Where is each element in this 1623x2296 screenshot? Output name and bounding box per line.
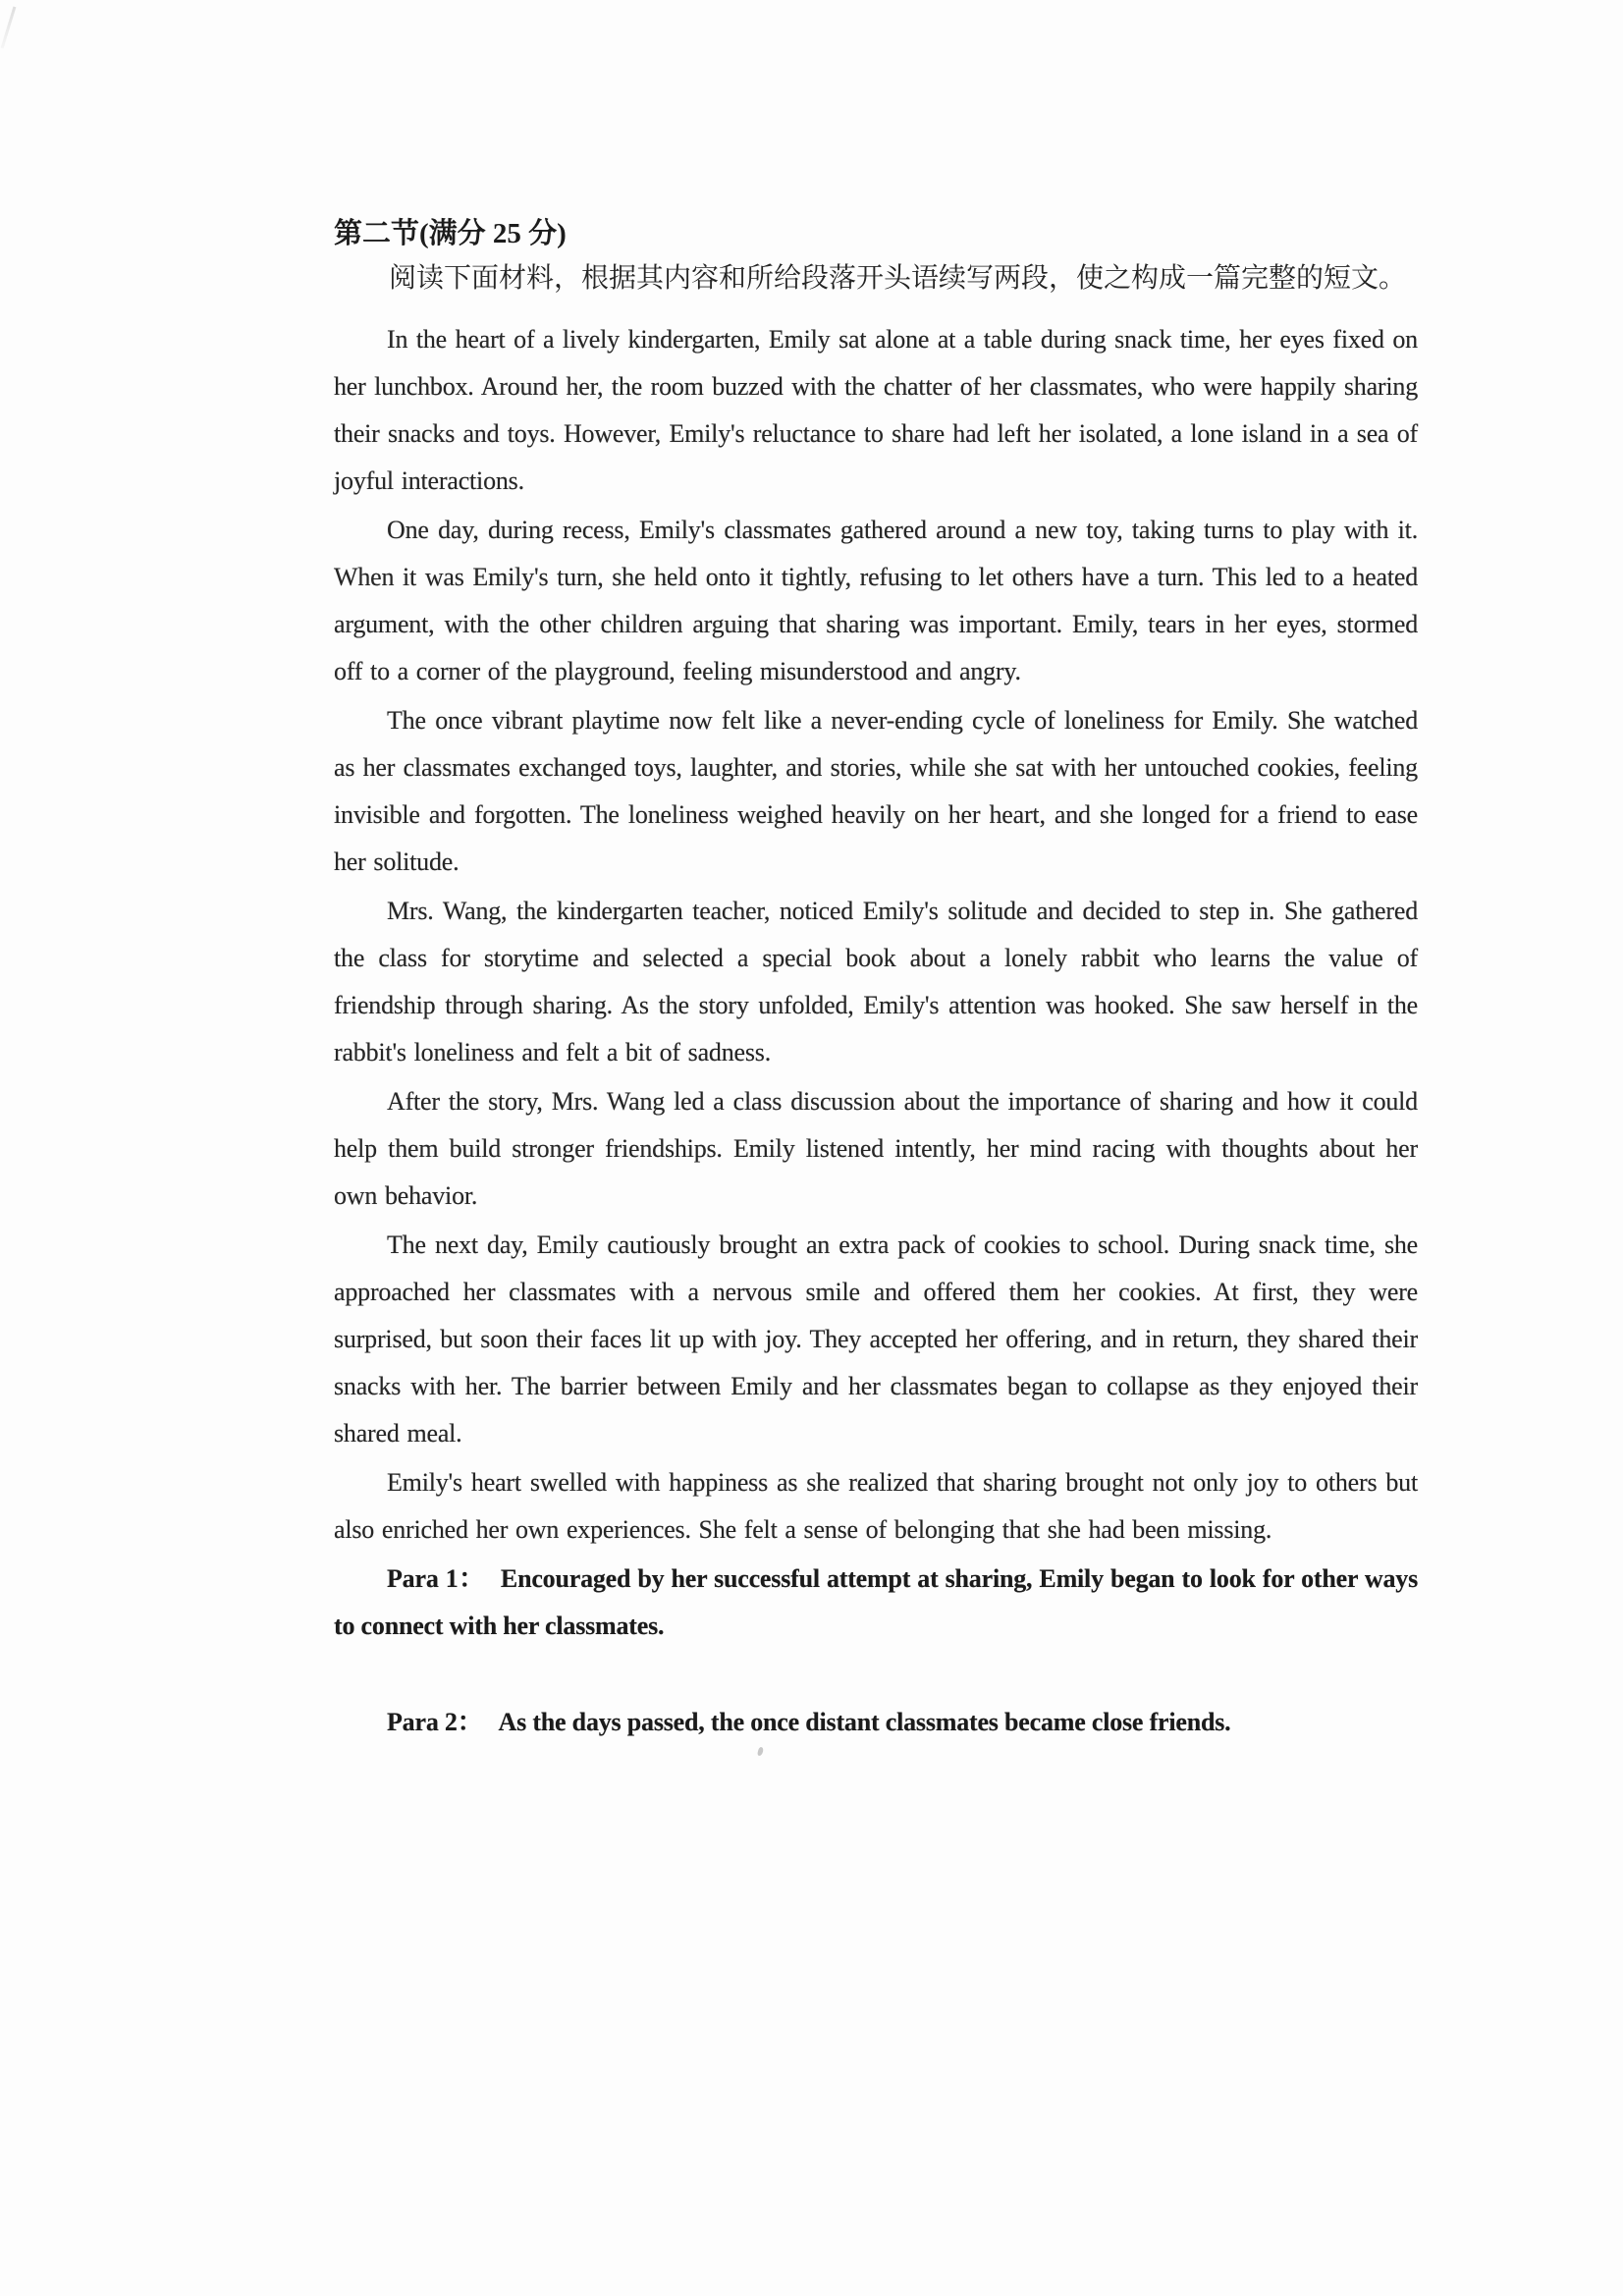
story-paragraph: After the story, Mrs. Wang led a class discussion about the importance of sharing and how it could help them build stronger friendships. Emily listened intently, her mind racing with thoughts about her own behavior. <box>334 1087 1418 1210</box>
para-1-label: Para 1： <box>387 1564 485 1593</box>
page-content <box>334 214 1418 1746</box>
task-instruction: 阅读下面材料，根据其内容和所给段落开头语续写两段，使之构成一篇完整的短文。 <box>389 263 1407 294</box>
story-paragraph: The next day, Emily cautiously brought an extra pack of cookies to school. During snack time, she approached her classmates with a nervous smile and offered them her cookies. At first, they were surprised, but soon their faces lit up with joy. They accepted her offering, and in return, they shared their snacks with her. The barrier between Emily and her classmates began to collapse as they enjoyed their shared meal. <box>334 1230 1418 1448</box>
para-1-opening-sentence: Encouraged by her successful attempt at sharing, Emily began to look for other ways to connect with her classmates. <box>334 1564 1418 1640</box>
para-2-opening-sentence: As the days passed, the once distant classmates became close friends. <box>498 1708 1231 1736</box>
scan-artifact-corner <box>1 7 17 49</box>
continuation-prompt-2 <box>334 1699 1418 1746</box>
story-body <box>334 316 1418 1554</box>
para-2-label: Para 2： <box>387 1708 483 1736</box>
story-paragraph: One day, during recess, Emily's classmates gathered around a new toy, taking turns to play with it. When it was Emily's turn, she held onto it tightly, refusing to let others have a turn. This led to a heated argument, with the other children arguing that sharing was important. Emily, tears in her eyes, stormed off to a corner of the playground, feeling misunderstood and angry. <box>334 516 1418 685</box>
story-paragraph: Mrs. Wang, the kindergarten teacher, noticed Emily's solitude and decided to step in. She gathered the class for storytime and selected a special book about a lonely rabbit who learns the value of friendship through sharing. As the story unfolded, Emily's attention was hooked. She saw herself in the rabbit's loneliness and felt a bit of sadness. <box>334 897 1418 1066</box>
story-paragraph: The once vibrant playtime now felt like a never-ending cycle of loneliness for Emily. She watched as her classmates exchanged toys, laughter, and stories, while she sat with her untouched cookies, feeling invisible and forgotten. The loneliness weighed heavily on her heart, and she longed for a friend to ease her solitude. <box>334 706 1418 876</box>
section-heading: 第二节(满分 25 分) <box>334 218 567 249</box>
continuation-prompt-1 <box>334 1556 1418 1650</box>
story-paragraph: In the heart of a lively kindergarten, Emily sat alone at a table during snack time, her eyes fixed on her lunchbox. Around her, the room buzzed with the chatter of her classmates, who were happily sharing their snacks and toys. However, Emily's reluctance to share had left her isolated, a lone island in a sea of joyful interactions. <box>334 325 1418 495</box>
scan-artifact-speck <box>757 1747 764 1757</box>
story-paragraph: Emily's heart swelled with happiness as she realized that sharing brought not only joy to others but also enriched her own experiences. She felt a sense of belonging that she had been missing. <box>334 1468 1418 1544</box>
